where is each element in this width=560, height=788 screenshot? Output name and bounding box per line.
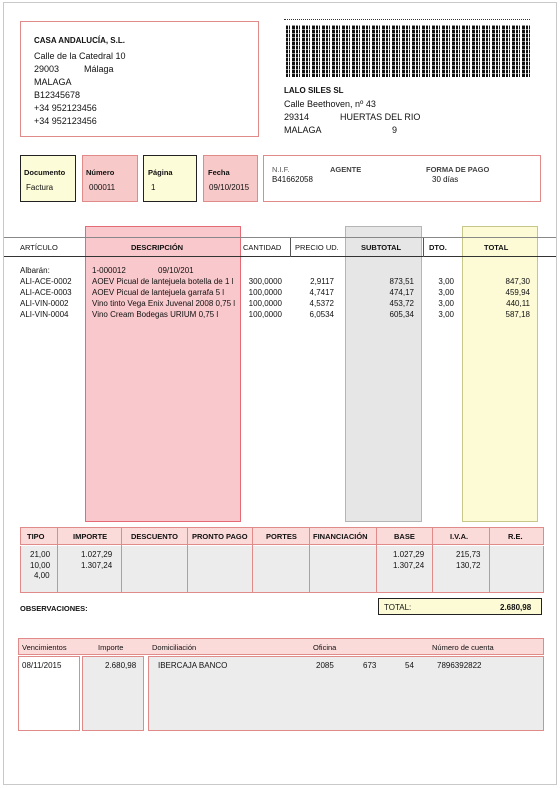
tax-sep-8: [489, 527, 490, 593]
tax-iva: 130,72: [456, 561, 481, 570]
line-cantidad: 100,0000: [248, 299, 282, 308]
nif-label: N.I.F.: [272, 165, 290, 174]
numero-label: Número: [86, 168, 115, 177]
line-articulo: ALI-ACE-0003: [20, 288, 72, 297]
line-cantidad: 300,0000: [248, 277, 282, 286]
seller-phone-1: +34 952123456: [34, 103, 97, 113]
pay-col-cuenta: Número de cuenta: [432, 643, 494, 652]
fecha-label: Fecha: [208, 168, 230, 177]
tax-sep-3: [187, 527, 188, 593]
line-dto: 3,00: [438, 288, 454, 297]
col-total: TOTAL: [484, 243, 509, 252]
pay-col-domiciliacion: Domiciliación: [152, 643, 197, 652]
line-total: 459,94: [505, 288, 530, 297]
customer-province: MALAGA: [284, 125, 322, 135]
tax-col-re: R.E.: [508, 532, 523, 541]
lines-header-rule-bottom: [4, 256, 556, 257]
line-dto: 3,00: [438, 299, 454, 308]
line-precio: 4,7417: [309, 288, 334, 297]
subtotal-column: [345, 226, 422, 522]
tax-sep-6: [376, 527, 377, 593]
line-total: 440,11: [506, 299, 530, 308]
documento-box: [20, 155, 76, 202]
pagina-value: 1: [151, 183, 156, 192]
seller-name: CASA ANDALUCÍA, S.L.: [34, 36, 125, 45]
tax-tipo: 10,00: [30, 561, 51, 570]
payment-oficina-3: 54: [405, 661, 414, 670]
forma-pago-label: FORMA DE PAGO: [426, 165, 490, 174]
payment-oficina-2: 673: [363, 661, 377, 670]
payment-banco: IBERCAJA BANCO: [158, 661, 228, 670]
col-sep-1: [290, 238, 291, 257]
tax-base: 1.027,29: [393, 550, 425, 559]
col-subtotal: SUBTOTAL: [361, 243, 402, 252]
tax-sep-2: [121, 527, 122, 593]
tax-tipo: 4,00: [34, 571, 50, 580]
customer-town: HUERTAS DEL RIO: [340, 112, 421, 122]
line-cantidad: 100,0000: [248, 310, 282, 319]
pagina-label: Página: [148, 168, 173, 177]
tax-base: 1.307,24: [393, 561, 425, 570]
seller-postcode: 29003: [34, 64, 60, 74]
line-dto: 3,00: [438, 310, 454, 319]
total-value: 2.680,98: [500, 603, 532, 612]
pay-col-vencimientos: Vencimientos: [22, 643, 67, 652]
line-descripcion: Vino tinto Vega Enix Juvenal 2008 0,75 l: [92, 299, 236, 308]
line-subtotal: 453,72: [389, 299, 414, 308]
fecha-box: [203, 155, 258, 202]
seller-tax-id: B12345678: [34, 90, 81, 100]
customer-postcode: 29314: [284, 112, 310, 122]
tax-col-financiacion: FINANCIACIÓN: [313, 532, 368, 541]
customer-name: LALO SILES SL: [284, 86, 344, 95]
seller-phone-2: +34 952123456: [34, 116, 97, 126]
numero-box: [82, 155, 138, 202]
line-cantidad: 100,0000: [248, 288, 282, 297]
pay-col-importe: Importe: [98, 643, 124, 652]
observaciones-label: OBSERVACIONES:: [20, 604, 88, 613]
tax-importe: 1.027,29: [81, 550, 113, 559]
payment-oficina-1: 2085: [316, 661, 334, 670]
tax-sep-4: [252, 527, 253, 593]
col-sep-2: [423, 238, 424, 257]
forma-pago-value: 30 días: [432, 175, 459, 184]
customer-number: 9: [392, 125, 398, 135]
payment-importe: 2.680,98: [105, 661, 137, 670]
line-descripcion: AOEV Picual de lantejuela garrafa 5 l: [92, 288, 225, 297]
albaran-label: Albarán:: [20, 266, 50, 275]
tax-col-iva: I.V.A.: [450, 532, 469, 541]
pagina-box: [143, 155, 197, 202]
tax-iva: 215,73: [456, 550, 481, 559]
documento-value: Factura: [26, 183, 54, 192]
line-articulo: ALI-VIN-0004: [20, 310, 69, 319]
tax-col-importe: IMPORTE: [73, 532, 108, 541]
tax-col-base: BASE: [394, 532, 415, 541]
payment-date: 08/11/2015: [22, 661, 62, 670]
fecha-value: 09/10/2015: [209, 183, 250, 192]
line-total: 587,18: [505, 310, 530, 319]
nif-value: B41662058: [272, 175, 313, 184]
agente-label: AGENTE: [330, 165, 362, 174]
tax-sep-1: [57, 527, 58, 593]
tax-sep-7: [432, 527, 433, 593]
seller-street: Calle de la Catedral 10: [34, 51, 126, 61]
line-precio: 2,9117: [310, 277, 334, 286]
line-descripcion: AOEV Picual de lantejuela botella de 1 l: [92, 277, 234, 286]
seller-town: Málaga: [84, 64, 114, 74]
line-articulo: ALI-VIN-0002: [20, 299, 69, 308]
line-articulo: ALI-ACE-0002: [20, 277, 72, 286]
line-descripcion: Vino Cream Bodegas URIUM 0,75 l: [92, 310, 219, 319]
tax-col-descuento: DESCUENTO: [131, 532, 178, 541]
col-descripcion: DESCRIPCIÓN: [131, 243, 184, 252]
col-precio: PRECIO UD.: [295, 243, 339, 252]
col-dto: DTO.: [429, 243, 447, 252]
total-column: [462, 226, 538, 522]
documento-label: Documento: [24, 168, 66, 177]
barcode-top-line: [284, 19, 530, 22]
total-label: TOTAL:: [384, 603, 412, 612]
payment-cuenta: 7896392822: [437, 661, 482, 670]
lines-header-rule: [4, 237, 556, 238]
line-dto: 3,00: [438, 277, 454, 286]
col-articulo: ARTÍCULO: [20, 243, 58, 252]
tax-col-tipo: TIPO: [27, 532, 45, 541]
line-precio: 4,5372: [309, 299, 334, 308]
albaran-date: 09/10/201: [158, 266, 194, 275]
tax-sep-5: [309, 527, 310, 593]
numero-value: 000011: [89, 183, 116, 192]
seller-province: MALAGA: [34, 77, 72, 87]
line-subtotal: 873,51: [389, 277, 414, 286]
tax-col-portes: PORTES: [266, 532, 297, 541]
line-total: 847,30: [505, 277, 530, 286]
line-subtotal: 605,34: [389, 310, 414, 319]
albaran-number: 1-000012: [92, 266, 126, 275]
tax-col-pronto: PRONTO PAGO: [192, 532, 248, 541]
tax-tipo: 21,00: [30, 550, 51, 559]
tax-importe: 1.307,24: [81, 561, 113, 570]
line-subtotal: 474,17: [389, 288, 414, 297]
col-cantidad: CANTIDAD: [243, 243, 282, 252]
customer-street: Calle Beethoven, nº 43: [284, 99, 376, 109]
pay-col-oficina: Oficina: [313, 643, 337, 652]
line-precio: 6,0534: [309, 310, 334, 319]
barcode-overlay: [286, 25, 530, 77]
